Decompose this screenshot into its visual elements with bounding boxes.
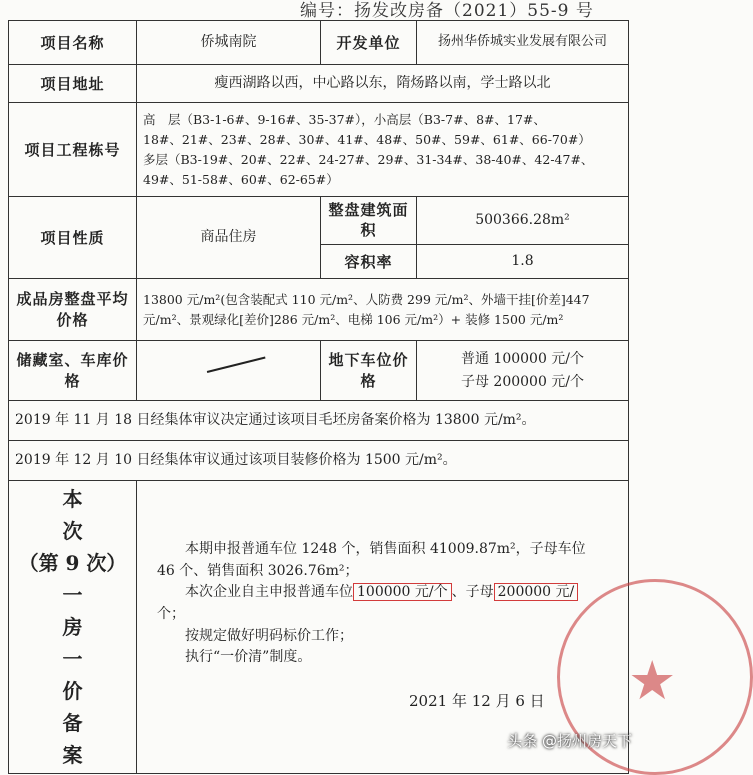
- parking-mother-price: 子母 200000 元/个: [460, 373, 585, 390]
- developer-value: 扬州华侨城实业发展有限公司: [417, 21, 629, 65]
- side-label-char: （第 9 次）: [18, 551, 127, 575]
- filing-para-4: 执行“一价清”制度。: [185, 649, 312, 666]
- side-label-char: 一: [62, 583, 83, 607]
- parking-normal-price: 普通 100000 元/个: [460, 351, 585, 368]
- average-price-label: 成品房整盘平均价格: [9, 279, 137, 341]
- storage-garage-label: 储藏室、车库价格: [9, 341, 137, 401]
- project-nature-value: 商品住房: [137, 197, 321, 279]
- total-area-label: 整盘建筑面积: [321, 197, 417, 245]
- filing-para-2a: 本次企业自主申报普通车位: [185, 584, 353, 601]
- filing-para-1a: 本期申报普通车位 1248 个，销售面积 41009.87m²，子母车位: [185, 541, 586, 557]
- average-price-line: 13800 元/m²(包含装配式 110 元/m²、人防费 299 元/m²、外墙干挂[价差]447: [143, 291, 590, 307]
- side-label-char: 房: [62, 615, 83, 639]
- project-name-label: 项目名称: [9, 21, 137, 65]
- total-area-value: 500366.28m²: [417, 197, 629, 245]
- building-line: 高 层（B3-1-6#、9-16#、35-37#），小高层（B3-7#、8#、17#、: [143, 111, 546, 127]
- side-label-char: 案: [62, 743, 83, 767]
- review-note-2: 2019 年 12 月 10 日经集体审议通过该项目装修价格为 1500 元/m²。: [9, 441, 629, 481]
- building-line: 49#、51-58#、60#、62-65#）: [143, 171, 339, 187]
- filing-para-3: 按规定做好明码标价工作；: [185, 627, 353, 644]
- far-label: 容积率: [321, 245, 417, 279]
- document-number: 编号：扬发改房备（2021）55-9 号: [300, 1, 594, 21]
- filing-para-2: [157, 582, 637, 604]
- building-numbers-value: [137, 103, 629, 197]
- review-note-1: 2019 年 11 月 18 日经集体审议决定通过该项目毛坯房备案价格为 13800 元/m²。: [9, 401, 629, 441]
- parking-price-value: [417, 341, 629, 401]
- filing-text: [157, 539, 637, 669]
- side-label-char: 一: [62, 647, 83, 671]
- highlight-normal-price: 100000 元/个: [353, 583, 452, 601]
- storage-garage-value: [137, 341, 321, 401]
- project-nature-label: 项目性质: [9, 197, 137, 279]
- watermark: 头条 @扬州房天下: [507, 732, 632, 750]
- building-line: 多层（B3-19#、20#、22#、24-27#、29#、31-34#、38-40#、42-47#、: [143, 151, 594, 167]
- average-price-value: [137, 279, 629, 341]
- filing-para-2-mid: 、子母: [451, 584, 494, 601]
- building-line: 18#、21#、23#、28#、30#、41#、48#、50#、59#、61#、66-70#）: [143, 131, 591, 147]
- side-label-char: 次: [62, 519, 83, 543]
- side-label-char: 本: [62, 487, 83, 511]
- average-price-line: 元/m²、景观绿化[差价]286 元/m²、电梯 106 元/m²）+ 装修 1500 元/m²: [143, 311, 564, 327]
- project-address-label: 项目地址: [9, 65, 137, 103]
- building-numbers-label: 项目工程栋号: [9, 103, 137, 197]
- developer-label: 开发单位: [321, 21, 417, 65]
- side-label-char: 价: [62, 679, 83, 703]
- slash-mark: [206, 356, 265, 372]
- project-name-value: 侨城南院: [137, 21, 321, 65]
- side-label-char: 备: [62, 711, 83, 735]
- highlight-mother-price: 200000 元/: [494, 583, 579, 601]
- filing-table: [8, 20, 677, 774]
- parking-price-label: 地下车位价格: [321, 341, 417, 401]
- project-address-value: 瘦西湖路以西，中心路以东，隋炀路以南，学士路以北: [137, 65, 629, 103]
- seal-star-icon: ★: [628, 649, 677, 712]
- filing-para-2b: 个；: [157, 606, 185, 623]
- filing-para-1b: 46 个、销售面积 3026.76m²；: [157, 562, 359, 579]
- filing-side-label: [9, 481, 137, 774]
- filing-date: 2021 年 12 月 6 日: [409, 692, 545, 710]
- far-value: 1.8: [417, 245, 629, 279]
